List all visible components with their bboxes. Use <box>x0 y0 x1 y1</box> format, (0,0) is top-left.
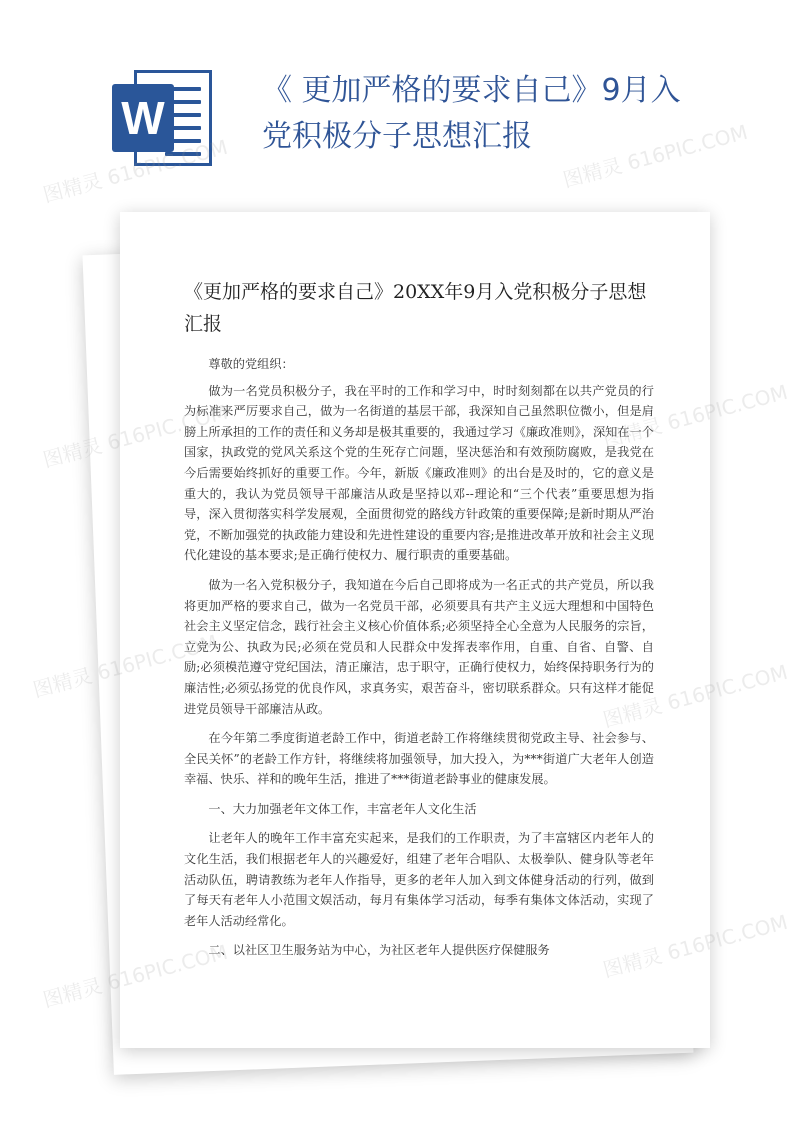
icon-line <box>165 152 201 156</box>
watermark: 616PIC.COM <box>664 909 791 965</box>
salutation: 尊敬的党组织： <box>208 357 294 371</box>
document-body <box>184 354 654 970</box>
word-letter-badge: W <box>112 84 174 152</box>
page-title: 《 更加严格的要求自己》9月入党积极分子思想汇报 <box>262 73 681 154</box>
section-heading: 一、大力加强老年文体工作，丰富老年人文化生活 <box>208 801 477 816</box>
watermark: 图精灵 616PIC.COM <box>560 119 751 193</box>
section-heading: 二、以社区卫生服务站为中心，为社区老年人提供医疗保健服务 <box>208 943 550 958</box>
paragraph: 做为一名党员积极分子，我在平时的工作和学习中，时时刻刻都在以共产党员的行为标准来严厉要求自己，做为一名街道的基层干部，我深知自己虽然职位微小，但是肩膀上所承担的工作的责任和义务却是极其重要的，我通过学习《廉政准则》，深知在一个国家，执政党的党风关系这个党的生死存亡问题，坚决惩治和有效预防腐败，是我党在今后需要始终抓好的重要工作。今年，新版《廉政准则》的出台是及时的，它的意义是重大的，我认为党员领导干部廉洁从政是坚持以邓--理论和“三个代表”重要思想为指导，深入贯彻落实科学发展观，全面贯彻党的路线方针政策的重要保障;是新时期从严治党，不断加强党的执政能力建设和先进性建设的重要内容;是推进改革开放和社会主义现代化建设的基本要求;是正确行使权力、履行职责的重要基础。 <box>184 383 654 563</box>
watermark: 616PIC.COM <box>664 379 791 435</box>
watermark: 图精灵 <box>30 663 95 703</box>
paragraph: 在今年第二季度街道老龄工作中，街道老龄工作将继续贯彻党政主导、社会参与、全民关怀”的老龄工作方针，将继续将加强领导，加大投入，为***街道广大老年人创造幸福、快乐、祥和的晚年生活，推进了***街道老龄事业的健康发展。 <box>184 731 654 787</box>
watermark: 图精灵 616PIC.COM <box>40 134 231 208</box>
watermark: 616PIC.COM <box>664 659 791 715</box>
document-page <box>120 212 710 1048</box>
word-document-icon <box>112 70 212 166</box>
watermark: 图精灵 <box>40 433 105 473</box>
paragraph: 做为一名入党积极分子，我知道在今后自己即将成为一名正式的共产党员，所以我将更加严格的要求自己，做为一名党员干部，必须要具有共产主义远大理想和中国特色社会主义坚定信念，践行社会主义核心价值体系;必须坚持全心全意为人民服务的宗旨，立党为公、执政为民;必须在党员和人民群众中发挥表率作用，自重、自省、自警、自励;必须模范遵守党纪国法，清正廉洁，忠于职守，正确行使权力，始终保持职务行为的廉洁性;必须弘扬党的优良作风，求真务实，艰苦奋斗，密切联系群众。只有这样才能促进党员领导干部廉洁从政。 <box>184 577 654 716</box>
document-title: 《更加严格的要求自己》20XX年9月入党积极分子思想汇报 <box>184 281 647 335</box>
paragraph: 让老年人的晚年工作丰富充实起来，是我们的工作职责，为了丰富辖区内老年人的文化生活，我们根据老年人的兴趣爱好，组建了老年合唱队、太极拳队、健身队等老年活动队伍，聘请教练为老年人作指导，更多的老年人加入到文体健身活动的行列，做到了每天有老年人小范围文娱活动，每月有集体学习活动，每季有集体文体活动，实现了老年人活动经常化。 <box>184 831 654 928</box>
header <box>0 0 800 215</box>
watermark: 图精灵 <box>40 973 105 1013</box>
